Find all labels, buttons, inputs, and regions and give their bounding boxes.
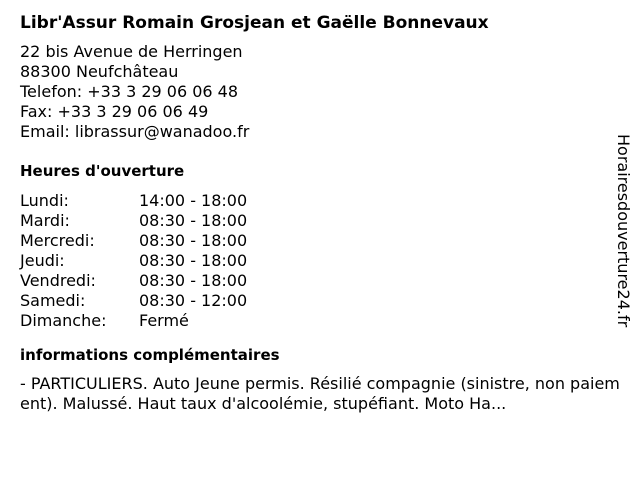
day-label: Lundi: bbox=[20, 191, 69, 210]
day-label: Dimanche: bbox=[20, 311, 107, 330]
opening-hours-heading: Heures d'ouverture bbox=[20, 162, 185, 180]
phone-number: Telefon: +33 3 29 06 06 48 bbox=[20, 82, 239, 101]
day-label: Mercredi: bbox=[20, 231, 95, 250]
day-hours: 14:00 - 18:00 bbox=[139, 191, 248, 210]
address-block bbox=[20, 42, 616, 142]
street-address: 22 bis Avenue de Herringen bbox=[20, 42, 243, 61]
day-label: Jeudi: bbox=[20, 251, 65, 270]
day-hours: 08:30 - 18:00 bbox=[139, 231, 248, 250]
hours-row-friday bbox=[20, 271, 247, 291]
hours-row-thursday bbox=[20, 251, 247, 271]
hours-row-tuesday bbox=[20, 211, 247, 231]
business-name: Libr'Assur Romain Grosjean et Gaëlle Bonnevaux bbox=[20, 13, 489, 33]
hours-row-sunday bbox=[20, 311, 247, 331]
business-card bbox=[20, 10, 620, 414]
day-hours: 08:30 - 18:00 bbox=[139, 271, 248, 290]
day-hours: 08:30 - 18:00 bbox=[139, 251, 248, 270]
day-hours: 08:30 - 12:00 bbox=[139, 291, 248, 310]
day-label: Samedi: bbox=[20, 291, 86, 310]
day-hours: Fermé bbox=[139, 311, 189, 330]
additional-info-text: - PARTICULIERS. Auto Jeune permis. Résilié compagnie (sinistre, non paiement). Malussé. Haut taux d'alcoolémie, stupéfiant. Moto Ha... bbox=[20, 374, 620, 413]
hours-row-wednesday bbox=[20, 231, 247, 251]
site-watermark: Horairesdouverture24.fr bbox=[614, 134, 633, 328]
fax-number: Fax: +33 3 29 06 06 49 bbox=[20, 102, 209, 121]
postal-city: 88300 Neufchâteau bbox=[20, 62, 179, 81]
hours-row-monday bbox=[20, 191, 247, 211]
hours-row-saturday bbox=[20, 291, 247, 311]
day-label: Vendredi: bbox=[20, 271, 96, 290]
additional-info-heading: informations complémentaires bbox=[20, 346, 280, 364]
day-hours: 08:30 - 18:00 bbox=[139, 211, 248, 230]
opening-hours-table bbox=[20, 191, 247, 331]
email-address: Email: librassur@wanadoo.fr bbox=[20, 122, 250, 141]
day-label: Mardi: bbox=[20, 211, 70, 230]
